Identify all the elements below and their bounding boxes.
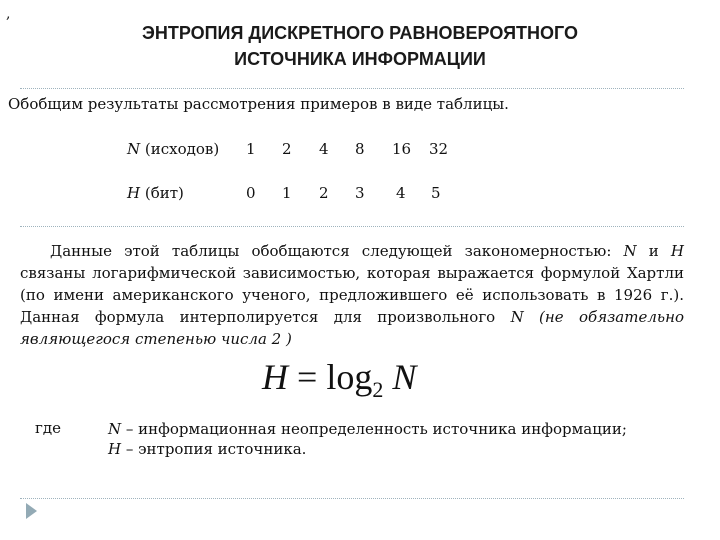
table-cell: 4 [319, 140, 329, 158]
para-symbol: H [670, 242, 684, 260]
row-n-header [127, 140, 219, 158]
definitions [108, 419, 627, 459]
triangle-arrow-icon[interactable] [26, 503, 37, 519]
title-line-1: ЭНТРОПИЯ ДИСКРЕТНОГО РАВНОВЕРОЯТНОГО [142, 23, 578, 43]
table-cell: 8 [355, 140, 365, 158]
row-h-header [127, 184, 184, 202]
divider-bottom [20, 498, 684, 499]
formula-lhs: H [262, 357, 288, 397]
title-line-2: ИСТОЧНИКА ИНФОРМАЦИИ [234, 49, 486, 69]
hartley-formula [262, 356, 417, 402]
formula-arg: N [383, 357, 417, 397]
para-symbol: N [510, 308, 524, 326]
divider-top [20, 88, 684, 89]
table-cell: 16 [392, 140, 412, 158]
para-text: Данные этой таблицы обобщаются следующей закономерностью: [50, 242, 624, 260]
where-label: где [35, 419, 61, 437]
para-text [524, 308, 539, 326]
table-cell: 4 [396, 184, 406, 202]
definition-symbol: N [108, 420, 122, 438]
table-cell: 32 [429, 140, 449, 158]
definition-text: – энтропия источника. [121, 440, 307, 458]
formula-log: log [326, 357, 373, 397]
table-cell: 1 [282, 184, 292, 202]
row-h-label: (бит) [140, 184, 184, 202]
row-n-symbol: N [127, 140, 141, 158]
table-cell: 0 [246, 184, 256, 202]
table-cell: 2 [319, 184, 329, 202]
row-h-symbol: H [127, 184, 141, 202]
formula-equals: = [288, 357, 327, 397]
para-text: связаны логарифмической зависимостью, которая выражается формулой Хартли (по имени американского ученого, предложившего её использовать в 1926 г.). Данная формула интерполируется для произвольного [20, 264, 684, 326]
corner-mark: , [6, 6, 11, 22]
definition-item [108, 439, 627, 459]
formula-base: 2 [372, 377, 384, 402]
row-n-label: (исходов) [140, 140, 220, 158]
para-text: и [636, 242, 671, 260]
slide-title [60, 20, 660, 72]
para-symbol: N [623, 242, 637, 260]
definition-text: – информационная неопределенность источника информации; [121, 420, 627, 438]
table-cell: 1 [246, 140, 256, 158]
definition-item [108, 419, 627, 439]
explanation-paragraph [20, 240, 684, 350]
definition-symbol: H [108, 440, 122, 458]
divider-middle [20, 226, 684, 227]
table-cell: 5 [431, 184, 441, 202]
table-cell: 3 [355, 184, 365, 202]
para-italic-tail: (не обязательно являющегося степенью числа 2 ) [20, 308, 684, 348]
table-cell: 2 [282, 140, 292, 158]
intro-text: Обобщим результаты рассмотрения примеров в виде таблицы. [8, 95, 509, 113]
